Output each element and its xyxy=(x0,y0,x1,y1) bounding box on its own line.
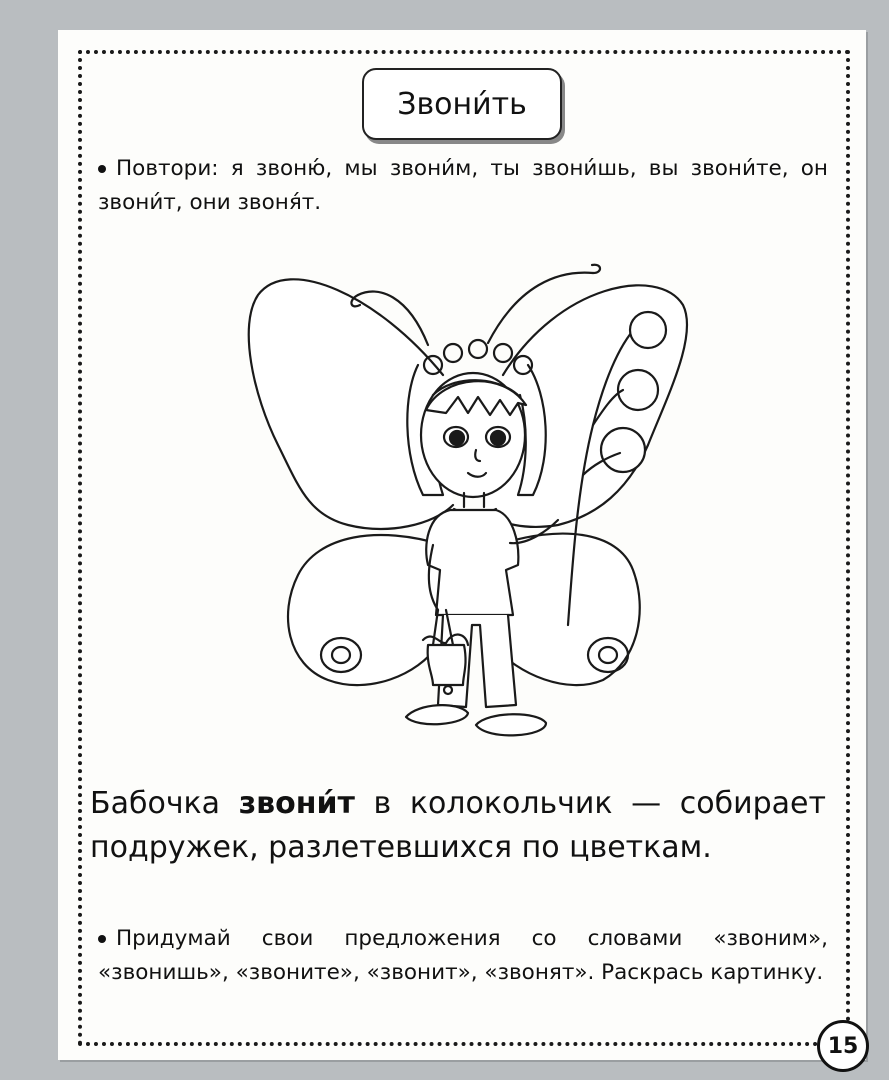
bullet-icon xyxy=(98,165,106,173)
title-box xyxy=(362,68,562,140)
sentence-end: в колокольчик — собирает подружек, разлетевшихся по цветкам. xyxy=(90,786,826,865)
task-instruction xyxy=(98,922,828,990)
page-number-badge xyxy=(817,1020,869,1072)
main-sentence xyxy=(90,782,826,870)
repeat-instruction-text: Повтори: я звоню́, мы звони́м, ты звони́шь, вы звони́те, он звони́т, они звоня́т. xyxy=(98,156,828,215)
workbook-page xyxy=(58,30,866,1060)
repeat-instruction xyxy=(98,152,828,220)
page-number: 15 xyxy=(827,1033,859,1059)
butterfly-girl-illustration xyxy=(228,225,698,785)
sentence-highlight: звони́т xyxy=(238,786,355,821)
task-instruction-text: Придумай свои предложения со словами «звоним», «звонишь», «звоните», «звонит», «звонят». Раскрась картинку. xyxy=(98,926,828,985)
bullet-icon xyxy=(98,935,106,943)
page-title: Звони́ть xyxy=(397,86,527,122)
sentence-start: Бабочка xyxy=(90,786,239,821)
